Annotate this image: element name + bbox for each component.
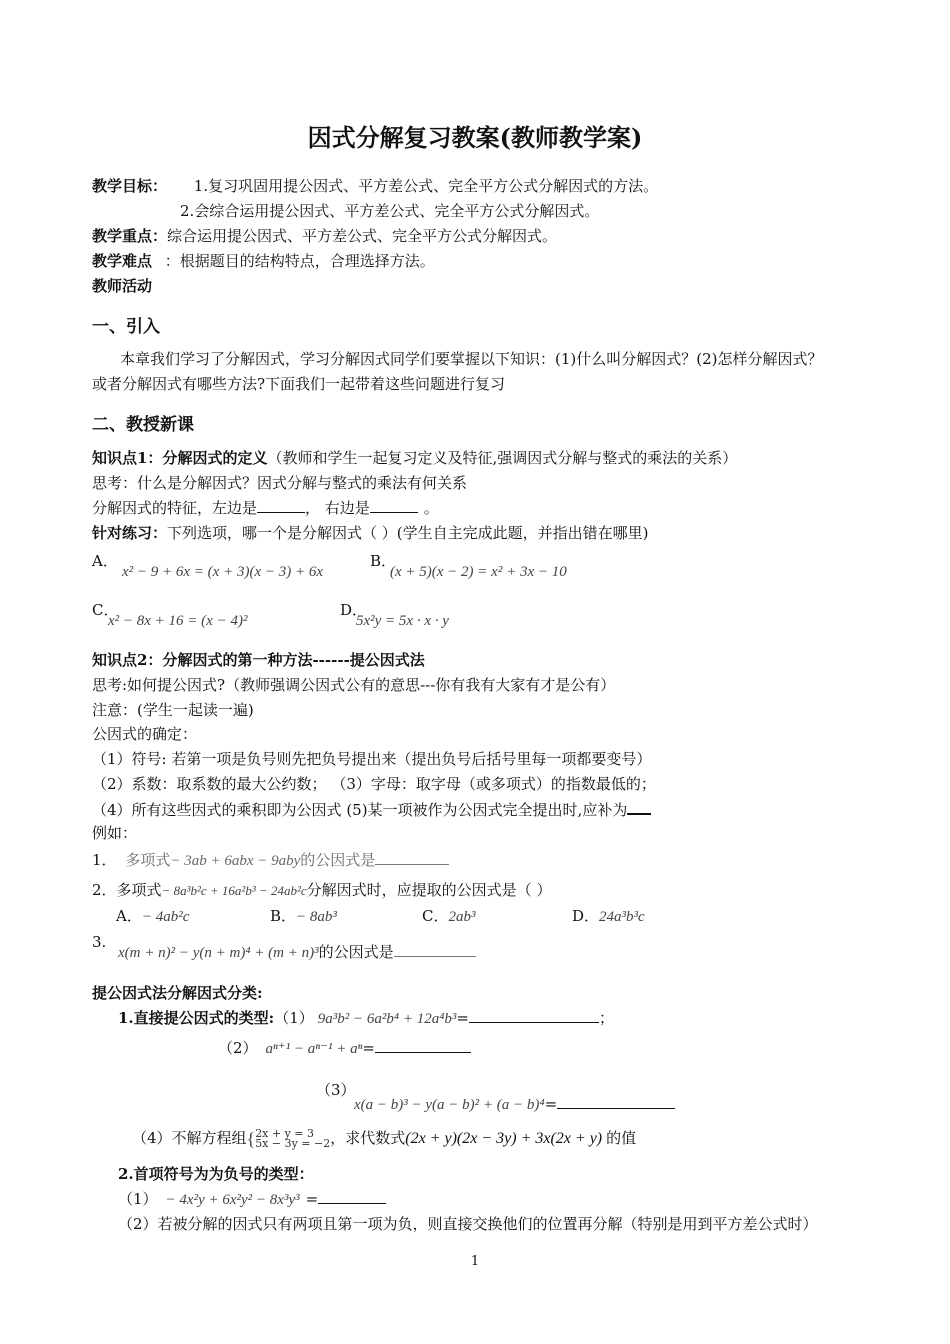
type1-line xyxy=(118,1008,614,1029)
option-a-expr: x² − 9 + 6x = (x + 3)(x − 3) + 6x xyxy=(122,564,323,580)
right-blank xyxy=(370,498,418,513)
problem-3 xyxy=(354,1094,675,1115)
p4-mid: ，求代数式 xyxy=(330,1129,406,1147)
ex2-option-b xyxy=(270,906,337,927)
ex2-option-c xyxy=(422,906,475,927)
p1-blank xyxy=(469,1008,599,1023)
kp2-label: 知识点2：分解因式的第一种方法------提公因式法 xyxy=(92,651,425,669)
system-brace: { xyxy=(246,1129,256,1149)
option-a-label: A． xyxy=(92,552,118,570)
feature-end: 。 xyxy=(423,499,439,517)
note: 注意：(学生一起读一遍) xyxy=(92,701,254,719)
q1-eq: = xyxy=(305,1190,319,1208)
difficulty-line xyxy=(92,251,435,271)
ex1-text-a: 多项式 xyxy=(125,851,171,869)
activity-label: 教师活动 xyxy=(92,277,153,295)
left-blank xyxy=(257,498,305,513)
ex3-num: 3. xyxy=(92,933,107,951)
rule-5-blank xyxy=(627,799,651,815)
goals-line-1 xyxy=(92,176,658,196)
type1-label: 1.直接提公因式的类型: xyxy=(118,1009,275,1027)
p1-eq: = xyxy=(456,1009,469,1027)
rule-4-5 xyxy=(92,799,651,820)
p2-eq: = xyxy=(362,1039,375,1057)
page-number: 1 xyxy=(470,1254,480,1269)
option-d-label: D． xyxy=(340,601,368,619)
example-2 xyxy=(92,880,551,901)
p3-eq: = xyxy=(544,1095,558,1113)
ex1-blank xyxy=(375,850,449,865)
ex2-option-a-value: − 4ab²c xyxy=(141,909,190,925)
ex2-option-b-label: B． xyxy=(270,907,297,925)
rule-1: （1）符号: 若第一项是负号则先把负号提出来（提出负号后括号里每一项都要变号） xyxy=(92,750,652,768)
difficulty-text: ：根据题目的结构特点，合理选择方法。 xyxy=(164,252,435,270)
ex2-option-d-value: 24a³b³c xyxy=(599,909,645,925)
example-3 xyxy=(118,942,476,963)
option-b-expr: (x + 5)(x − 2) = x² + 3x − 10 xyxy=(390,564,567,580)
intro-paragraph-2: 或者分解因式有哪些方法?下面我们一起带着这些问题进行复习 xyxy=(92,375,506,393)
practice-text: 下列选项，哪一个是分解因式（ ）(学生自主完成此题，并指出错在哪里) xyxy=(167,524,649,542)
goals-label: 教学目标： xyxy=(92,177,168,195)
ex2-text-b: 分解因式时，应提取的公因式是（ ） xyxy=(306,881,552,899)
p3-num: （3） xyxy=(316,1081,356,1099)
type2-label: 2.首项符号为为负号的类型： xyxy=(118,1165,314,1183)
kp1-line xyxy=(92,448,737,468)
ex1-num: 1． xyxy=(92,851,117,869)
practice-line xyxy=(92,523,649,543)
q1-blank xyxy=(318,1189,386,1204)
equation-system xyxy=(255,1129,330,1149)
feature-left-text: 分解因式的特征，左边是 xyxy=(92,499,258,517)
difficulty-label: 教学难点 xyxy=(92,252,153,270)
example-label: 例如： xyxy=(92,824,138,842)
focus-label: 教学重点： xyxy=(92,227,168,245)
q1-num: （1） xyxy=(118,1190,158,1208)
ex2-option-d-label: D． xyxy=(572,907,600,925)
goals-item-1: 1.复习巩固用提公因式、平方差公式、完全平方公式分解因式的方法。 xyxy=(193,177,659,195)
ex2-num: 2． xyxy=(92,881,117,899)
feature-line xyxy=(92,498,439,518)
p3-blank xyxy=(557,1094,675,1109)
think2: 思考:如何提公因式?（教师强调公因式公有的意思---你有我有大家有才是公有） xyxy=(92,676,616,694)
rule-4-text: （4）所有这些因式的乘积即为公因式 (5)某一项被作为公因式完全提出时,应补为 xyxy=(92,801,628,819)
ex2-text-a: 多项式 xyxy=(116,881,162,899)
ex3-blank xyxy=(394,942,476,957)
option-c-expr: x² − 8x + 16 = (x − 4)² xyxy=(108,613,248,629)
goals-item-2: 2.会综合运用提公因式、平方差公式、完全平方公式分解因式。 xyxy=(180,202,600,220)
p4-end: 的值 xyxy=(606,1129,637,1147)
problem-4 xyxy=(132,1128,636,1149)
p4-num: （4）不解方程组 xyxy=(132,1129,247,1147)
focus-text: 综合运用提公因式、平方差公式、完全平方公式分解因式。 xyxy=(167,227,558,245)
ex1-expr: − 3ab + 6abx − 9aby xyxy=(170,853,301,869)
rule-2-3: （2）系数：取系数的最大公约数； （3）字母：取字母（或多项式）的指数最低的； xyxy=(92,775,656,793)
focus-line xyxy=(92,226,557,246)
p2-blank xyxy=(375,1038,471,1053)
ex1-text-b: 的公因式是 xyxy=(300,851,376,869)
problem-q1 xyxy=(118,1189,386,1210)
ex3-text-b: 的公因式是 xyxy=(318,943,394,961)
problem-q2: （2）若被分解的因式只有两项且第一项为负，则直接交换他们的位置再分解（特别是用到平方差公式时） xyxy=(118,1215,818,1233)
ex2-expr: − 8a³b²c + 16a²b³ − 24ab²c xyxy=(161,883,307,898)
p1-expr: 9a³b² − 6a²b⁴ + 12a⁴b³ xyxy=(317,1011,457,1027)
kp1-note: （教师和学生一起复习定义及特征,强调因式分解与整式的乘法的关系） xyxy=(267,449,738,467)
p1-num: （1） xyxy=(274,1009,314,1027)
p4-expr: (2x + y)(2x − 3y) + 3x(2x + y) xyxy=(405,1130,603,1147)
determine: 公因式的确定： xyxy=(92,725,198,743)
p2-expr: aⁿ⁺¹ − aⁿ⁻¹ + aⁿ xyxy=(265,1041,363,1057)
practice-label: 针对练习： xyxy=(92,524,168,542)
ex2-option-a xyxy=(116,906,189,927)
ex2-option-a-label: A． xyxy=(116,907,142,925)
ex2-option-c-label: C． xyxy=(422,907,449,925)
option-d-expr: 5x²y = 5x · x · y xyxy=(356,613,449,629)
ex2-option-d xyxy=(572,906,645,927)
think1: 思考：什么是分解因式？因式分解与整式的乘法有何关系 xyxy=(92,474,468,492)
intro-paragraph-1: 本章我们学习了分解因式，学习分解因式同学们要掌握以下知识：(1)什么叫分解因式？(2)怎样分解因式？ xyxy=(120,350,823,368)
kp1-label: 知识点1：分解因式的定义 xyxy=(92,449,268,467)
p4-eq1: 2x + y = 3 xyxy=(255,1127,315,1140)
section1-heading: 一、引入 xyxy=(92,317,160,337)
problem-2 xyxy=(218,1038,471,1059)
feature-right-text: ， 右边是 xyxy=(305,499,370,517)
example-1 xyxy=(92,850,449,871)
p4-eq2: 5x − 3y = −2 xyxy=(255,1137,331,1150)
q1-expr: − 4x²y + 6x²y² − 8x³y³ xyxy=(165,1192,300,1208)
ex3-expr: x(m + n)² − y(n + m)⁴ + (m + n)³ xyxy=(118,945,319,961)
option-c-label: C． xyxy=(92,601,119,619)
p3-expr: x(a − b)³ − y(a − b)² + (a − b)⁴ xyxy=(354,1097,545,1113)
classify-heading: 提公因式法分解因式分类: xyxy=(92,984,263,1002)
ex2-option-c-value: 2ab³ xyxy=(448,909,476,925)
p1-semicolon: ； xyxy=(599,1009,615,1027)
option-b-label: B． xyxy=(370,552,397,570)
p2-num: （2） xyxy=(218,1039,258,1057)
section2-heading: 二、教授新课 xyxy=(92,415,194,435)
ex2-option-b-value: − 8ab³ xyxy=(296,909,337,925)
page-title: 因式分解复习教案(教师教学案) xyxy=(307,123,643,152)
